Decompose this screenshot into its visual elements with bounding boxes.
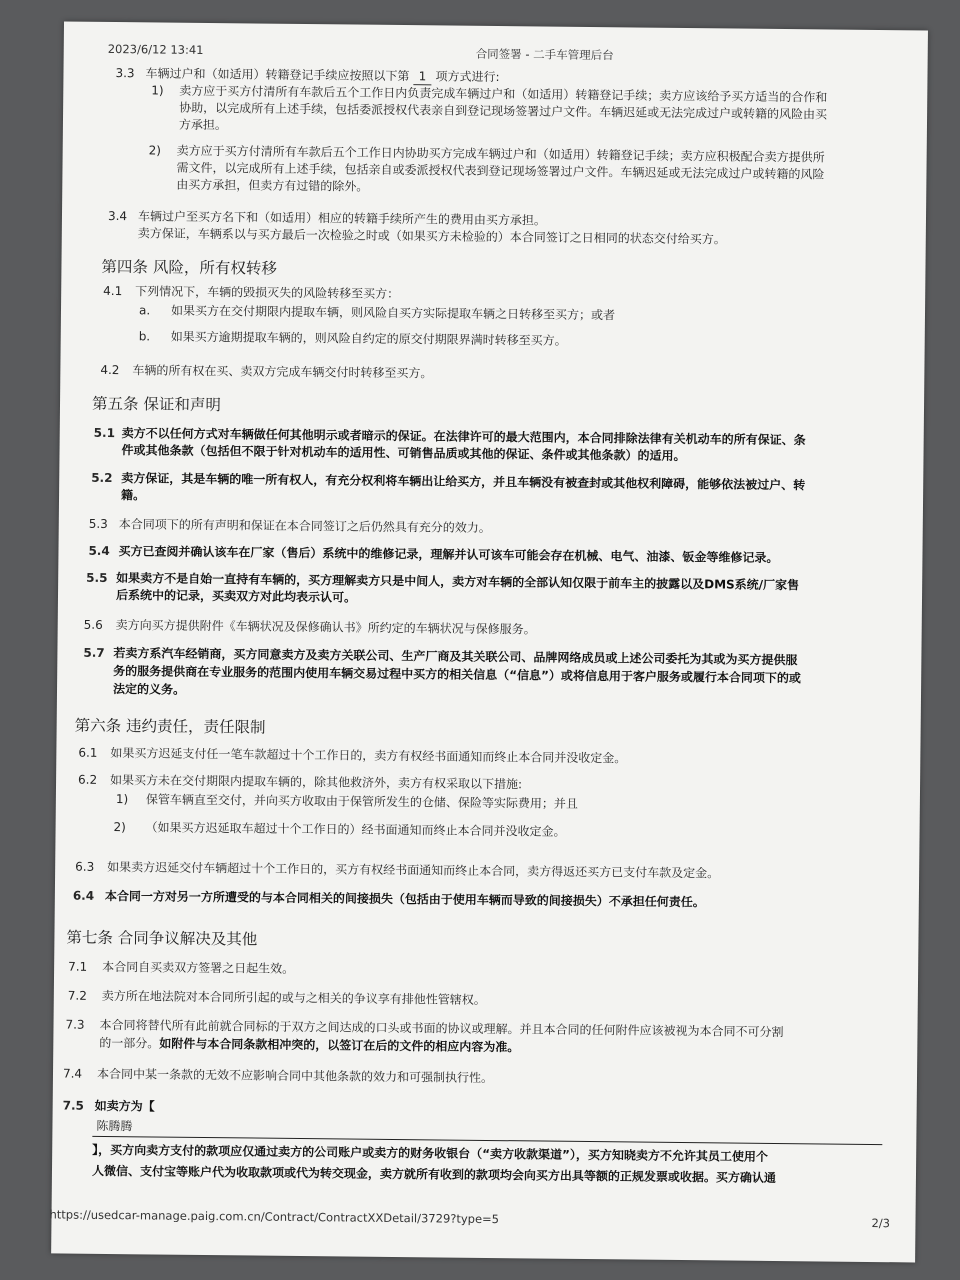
clause-number: 7.2 [67, 988, 87, 1003]
article-heading: 第五条 保证和声明 [91, 394, 222, 415]
clause-line: 籍。 [120, 488, 146, 503]
clause-number: 7.3 [65, 1017, 85, 1032]
item-number: a. [138, 303, 151, 318]
clause-number: 4.1 [103, 283, 123, 299]
clause-line: 需文件，以完成所有上述手续，包括亲自或委派授权代表到登记现场签署过户文件。车辆迟延或无法完成过户或转籍的风险 [176, 160, 825, 182]
clause-line: 卖方保证，车辆系以与买方最后一次检验之时或（如果买方未检验的）本合同签订之日相同的状态交付给买方。 [137, 226, 726, 247]
clause-line: 如果卖方不是自始一直持有车辆的，买方理解卖方只是中间人，卖方对车辆的全部认知仅限于前车主的披露以及DMS系统/厂家售 [116, 571, 800, 593]
clause-line: 车辆的所有权在买、卖双方完成车辆交付时转移至买方。 [132, 363, 433, 381]
article-heading: 第六条 违约责任，责任限制 [74, 716, 266, 737]
clause-number: 4.2 [100, 362, 120, 378]
clause-number: 7.4 [62, 1066, 83, 1081]
clause-number: 6.4 [72, 888, 95, 903]
clause-number: 5.1 [93, 425, 116, 441]
clause-line: 卖方应于买方付清所有车款后五个工作日内协助买方完成车辆过户和（如适用）转籍登记手续；卖方应积极配合卖方提供所 [176, 143, 825, 165]
clause-line: 本合同一方对另一方所遭受的与本合同相关的间接损失（包括由于使用车辆而导致的间接损失）不承担任何责任。 [104, 888, 705, 910]
clause-number: 5.4 [88, 543, 110, 558]
clause-number: 5.3 [88, 516, 108, 531]
clause-line: 车辆过户至买方名下和（如适用）相应的转籍手续所产生的费用由买方承担。 [137, 209, 547, 228]
page-number: 2/3 [871, 1215, 891, 1231]
print-datetime: 2023/6/12 13:41 [107, 41, 204, 57]
clause-number: 6.2 [78, 772, 98, 787]
clause-line: 协助，以完成所有上述手续，包括委派授权代表亲自到登记现场签署过户文件。车辆迟延或无法完成过户或转籍的风险由买 [179, 100, 828, 122]
print-url: https://usedcar-manage.paig.com.cn/Contract/ContractXXDetail/3729?type=5 [49, 1207, 500, 1227]
clause-line: 务的服务提供商在专业服务的范围内使用车辆交易过程中买方的相关信息（“信息”）或将信息用于客户服务或履行本合同项下的或 [113, 664, 802, 686]
clause-line: 保管车辆直至交付，并向买方收取由于保管所发生的仓储、保险等实际费用；并且 [145, 792, 578, 811]
clause-number: 5.5 [86, 570, 108, 585]
item-number: b. [138, 329, 151, 344]
item-number: 2) [113, 820, 126, 835]
clause-number: 3.3 [115, 66, 135, 81]
clause-line: 方承担。 [178, 117, 228, 133]
clause-line [99, 1035, 519, 1055]
clause-line: 卖方应于买方付清所有车款后五个工作日内负责完成车辆过户和（如适用）转籍登记手续；卖方应该给予买方适当的合作和 [179, 83, 828, 105]
seller-name: 陈腾腾 [96, 1118, 133, 1134]
clause-number: 5.7 [83, 645, 105, 660]
clause-line: 本合同项下的所有声明和保证在本合同签订之后仍然具有充分的效力。 [118, 517, 491, 535]
clause-line: 如果买方迟延支付任一笔车款超过十个工作日的，卖方有权经书面通知而终止本合同并没收定金。 [110, 746, 627, 766]
clause-line: 件或其他条款（包括但不限于针对机动车的适用性、可销售品质或其他的保证、条件或其他条款）的适用。 [121, 443, 686, 464]
clause-line: 由买方承担，但卖方有过错的除外。 [176, 177, 369, 194]
article-heading: 第七条 合同争议解决及其他 [66, 928, 258, 949]
clause-line: 本合同自买卖双方签署之日起生效。 [102, 959, 295, 976]
seller-label: 如卖方为【 [94, 1098, 155, 1114]
clause-text: 项方式进行: [435, 69, 500, 85]
article-heading: 第四条 风险，所有权转移 [101, 257, 277, 278]
clause-number: 5.2 [91, 470, 113, 486]
clause-line: 下列情况下，车辆的毁损灭失的风险转移至买方： [135, 284, 400, 302]
clause-number: 6.1 [78, 745, 98, 760]
clause-line: 后系统中的记录，买卖双方对此均表示认可。 [115, 588, 357, 605]
clause-line: 卖方保证，其是车辆的唯一所有权人，有充分权利将车辆出让给买方，并且车辆没有被查封或其他权利障碍，能够依法被过户、转 [121, 471, 806, 493]
clause-line: 法定的义务。 [112, 682, 186, 697]
option-blank: 1 [413, 68, 431, 85]
clause-line: 卖方所在地法院对本合同所引起的或与之相关的争议享有排他性管辖权。 [101, 988, 486, 1007]
clause-text: 的一部分。 [99, 1035, 160, 1051]
clause-line: 】，买方向卖方支付的款项应仅通过卖方的公司账户或卖方的财务收银台（“卖方收款渠道”），买方知晓卖方不允许其员工使用个 [92, 1142, 769, 1164]
clause-text-bold: 如附件与本合同条款相冲突的，以签订在后的文件的相应内容为准。 [159, 1036, 520, 1055]
clause-line: 如果卖方迟延交付车辆超过十个工作日的，买方有权经书面通知而终止本合同，卖方得返还买方已支付车款及定金。 [107, 859, 720, 881]
item-number: 1) [151, 83, 164, 98]
clause-line: 卖方向买方提供附件《车辆状况及保修确认书》所约定的车辆状况与保修服务。 [115, 618, 536, 637]
print-page-title: 合同签署 - 二手车管理后台 [475, 46, 614, 63]
clause-line: 本合同将替代所有此前就合同标的于双方之间达成的口头或书面的协议或理解。并且本合同的任何附件应该被视为本合同不可分割 [99, 1017, 784, 1040]
clause-number: 7.5 [62, 1098, 85, 1113]
clause-line: 如果买方在交付期限内提取车辆，则风险自买方实际提取车辆之日转移至买方；或者 [170, 303, 616, 323]
clause-line: 若卖方系汽车经销商，买方同意卖方及卖方关联公司、生产厂商及其关联公司、品牌网络成员或上述公司委托为其或为买方提供服 [113, 646, 798, 668]
contract-page [51, 21, 928, 1262]
clause-number: 7.1 [68, 959, 88, 974]
clause-number: 6.3 [75, 859, 95, 874]
clause-line: 如果买方未在交付期限内提取车辆的，除其他救济外，卖方有权采取以下措施: [110, 773, 523, 792]
clause-line: （如果买方迟延取车超过十个工作日的）经书面通知而终止本合同并没收定金。 [145, 820, 566, 839]
clause-line: 如果买方逾期提取车辆的，则风险自约定的原交付期限界满时转移至买方。 [170, 329, 567, 348]
clause-line: 人微信、支付宝等账户代为收取款项或代为转交现金，卖方就所有收到的款项均会向买方出具等额的正规发票或收据。买方确认通 [91, 1163, 777, 1185]
clause-line: 买方已查阅并确认该车在厂家（售后）系统中的维修记录，理解并认可该车可能会存在机械、电气、油漆、钣金等维修记录。 [118, 544, 779, 565]
clause-line: 卖方不以任何方式对车辆做任何其他明示或者暗示的保证。在法律许可的最大范围内，本合同排除法律有关机动车的所有保证、条 [121, 426, 806, 448]
clause-text: 车辆过户和（如适用）转籍登记手续应按照以下第 [145, 66, 410, 84]
clause-number: 5.6 [83, 617, 103, 632]
item-number: 1) [115, 792, 129, 807]
item-number: 2) [148, 143, 162, 158]
clause-line: 本合同中某一条款的无效不应影响合同中其他条款的效力和可强制执行性。 [96, 1066, 494, 1086]
clause-number: 3.4 [107, 208, 128, 224]
